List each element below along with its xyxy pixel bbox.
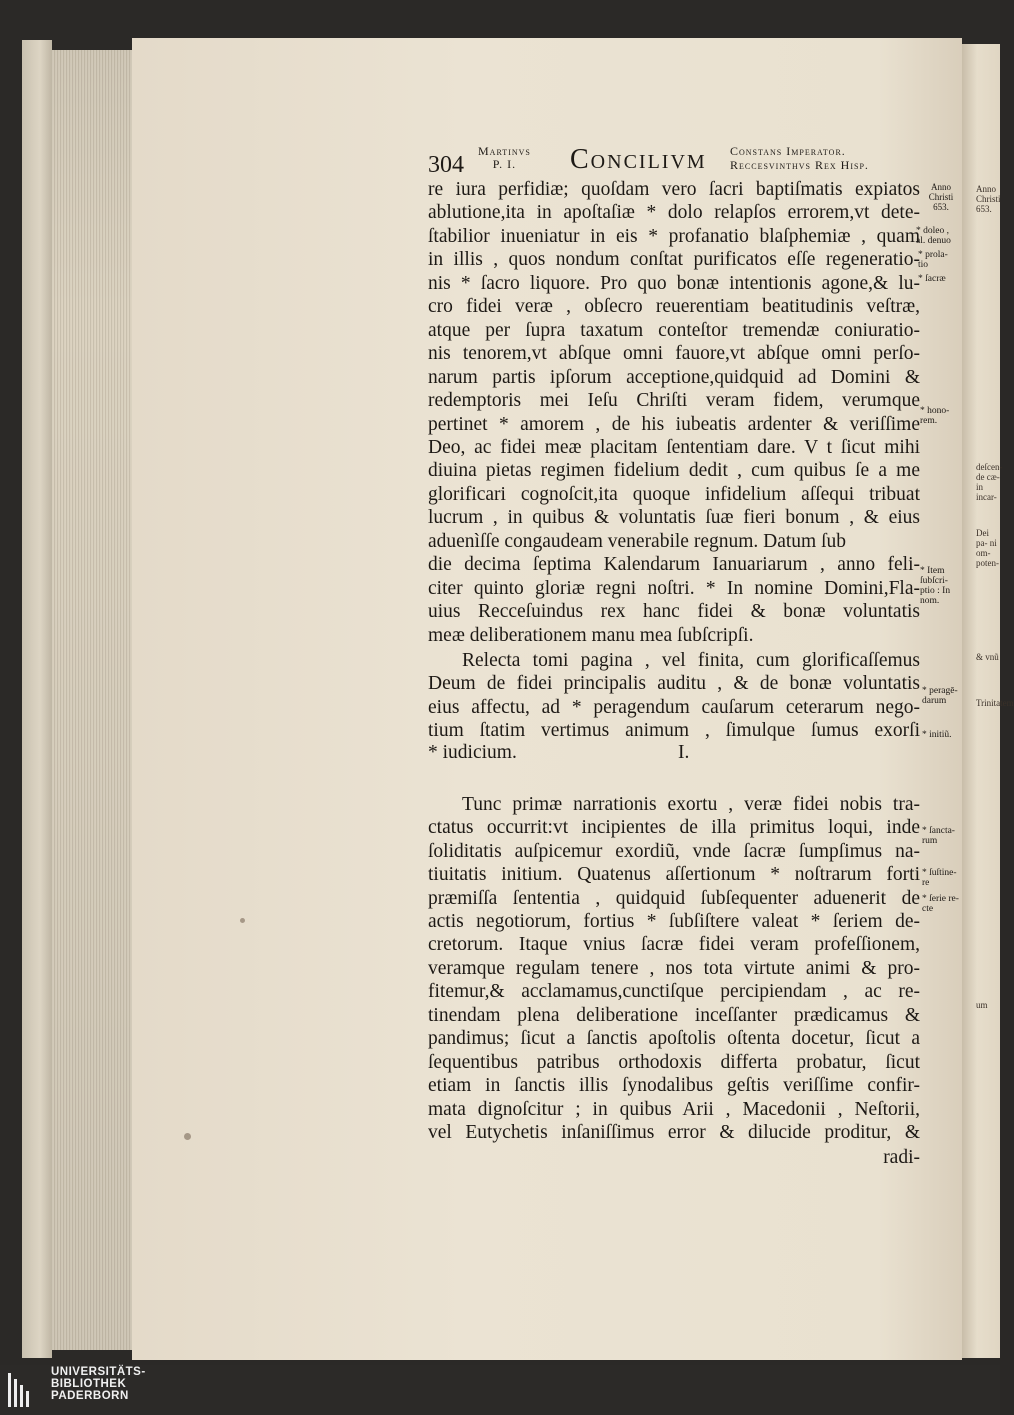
text-line: præmiſſa ſententia , quidquid ſubſequenter aduenerit de: [428, 887, 920, 909]
text-line: etiam in ſanctis illis ſynodalibus geſtis veriſſime confir-: [428, 1075, 920, 1097]
margin-note: * initiũ.: [922, 730, 952, 740]
text-line: narum partis ipſorum acceptione,quidquid ad Domini &: [428, 366, 920, 388]
text-line: cro fidei veræ , obſecro reuerentiam beatitudinis veſtræ,: [428, 296, 920, 318]
text-line: die decima ſeptima Kalendarum Ianuariarum , anno feli-: [428, 554, 920, 576]
text-line: actis negotiorum, fortius * ſubſiſtere valeat * ſeriem de-: [428, 910, 920, 932]
text-line: cretorum. Itaque vnius ſacræ fidei veram profeſſionem,: [428, 934, 920, 956]
text-line: aduenìſſe congaudeam venerabile regnum. Datum ſub: [428, 530, 847, 552]
margin-note: * Item ſubſcri- ptio : In nom.: [920, 566, 951, 606]
text-line: radi-: [883, 1147, 920, 1168]
running-header: [428, 142, 948, 178]
facing-page-edge: [962, 44, 1014, 1358]
margin-note: * peragē- darum: [922, 686, 958, 706]
paper-spot: [184, 1133, 191, 1140]
text-line: ſequentibus patribus orthodoxis differta probatur, ſicut: [428, 1051, 920, 1073]
text-line: glorificari cognoſcit,ita quoque infidelium aſſequi tribuat: [428, 483, 920, 505]
header-pope: [478, 145, 531, 171]
text-line: nis tenorem,vt abſque omni fauore,vt abſque omni perſo-: [428, 343, 920, 365]
page-number: 304: [428, 152, 464, 178]
facing-page-fragment: & vnũ: [976, 652, 999, 662]
text-line: tinendam plena deliberatione inceſſanter prædicamus &: [428, 1004, 920, 1026]
text-line: ſoliditatis auſpicemur exordiũ, vnde ſacræ ſumpſimus na-: [428, 840, 920, 862]
text-line: meæ deliberationem manu mea ſubſcripſi.: [428, 624, 754, 646]
text-line: I.: [678, 742, 690, 764]
text-line: redemptoris mei Ieſu Chriſti veram fidem, verumque: [428, 390, 920, 412]
text-line: eius affectu, ad * peragendum cauſarum ceterarum nego-: [428, 696, 920, 718]
margin-note: * ſuſtine- re: [922, 868, 957, 888]
facing-page-fragment: um: [976, 1000, 988, 1010]
text-line: diuina pietas regimen fidelium dedit , cum quibus ſe a me: [428, 460, 920, 482]
text-line: pertinet * amorem , de his iubeatis ardenter & veriſſime: [428, 413, 920, 435]
header-emperor: Constans Imperator.: [730, 144, 846, 158]
text-line: Deo, ac fidei meæ placitam ſententiam dare. V t ſicut mihi: [428, 436, 920, 458]
library-footer: [0, 1365, 1000, 1415]
text-line: tium ſtatim vertimus animum , ſimulque ſumus exorſi: [428, 720, 920, 742]
text-line: atque per ſupra taxatum conteſtor tremendæ coniuratio-: [428, 319, 920, 341]
text-line: pandimus; ſicut a ſanctis apoſtolis oſtenta docetur, ſicut a: [428, 1028, 920, 1050]
text-line: nis * ſacro liquore. Pro quo bonæ intentionis agone,& lu-: [428, 272, 920, 294]
text-line: uius Recceſuindus rex hanc fidei & bonæ voluntatis: [428, 601, 920, 623]
text-line: in illis , quos nondum conſtat purificatos eſſe regeneratio-: [428, 249, 920, 271]
text-line: citer quinto gloriæ regni noſtri. * In nomine Domini,Fla-: [428, 577, 920, 599]
header-king: Reccesvinthvs Rex Hisp.: [730, 158, 869, 172]
library-logo-icon: [8, 1373, 30, 1407]
text-line: veramque regulam tenere , nos tota virtute animi & pro-: [428, 957, 920, 979]
text-line: mata dignoſcitur ; in quibus Arii , Macedonii , Neſtorii,: [428, 1098, 920, 1120]
margin-note: * prola- tio: [918, 250, 948, 270]
header-title: Concilivm: [570, 144, 707, 175]
header-pope-number: P. I.: [492, 157, 517, 171]
header-pope-name: Martinvs: [478, 144, 531, 158]
facing-page-fragment: Trinitatem: [976, 698, 1014, 708]
page-stack-edge: [52, 50, 132, 1350]
facing-page-fragment: Anno Christi 653.: [976, 184, 1001, 214]
margin-note: * ſacræ: [918, 274, 946, 284]
library-name: [51, 1366, 146, 1402]
text-line: * iudicium.: [428, 742, 517, 764]
library-name-line: PADERBORN: [51, 1390, 129, 1402]
text-line: Tunc primæ narrationis exortu , veræ fidei nobis tra-: [462, 793, 920, 815]
text-line: vel Eutychetis inſaniſſimus error & dilucide proditur, &: [428, 1122, 920, 1143]
text-line: ſtabilior inueniatur in eis * profanatio blaſphemiæ , quam: [428, 225, 920, 247]
text-line: ctatus occurrit:vt incipientes de illa primitus loqui, inde: [428, 817, 920, 839]
text-line: ablutione,ita in apoſtaſiæ * dolo relapſos errorem,vt dete-: [428, 202, 920, 224]
text-line: Deum de fidei principalis auditu , & de bonæ voluntatis: [428, 673, 920, 695]
margin-note: * hono- rem.: [920, 406, 950, 426]
paper-spot: [240, 918, 245, 923]
library-name-line: BIBLIOTHEK: [51, 1378, 127, 1390]
facing-page-fragment: deſcen- de cæ- in incar-: [976, 462, 1003, 502]
text-line: lucrum , in quibus & voluntatis ſuæ fieri bonum , & eius: [428, 507, 920, 529]
text-line: Relecta tomi pagina , vel finita, cum glorificaſſemus: [462, 650, 920, 671]
margin-note: * ſerie re- cte: [922, 894, 959, 914]
text-line: fitemur,& acclamamus,cunctiſque percipiendam , ac re-: [428, 981, 920, 1003]
facing-page-fragment: Dei pa- ni om- poten-: [976, 528, 999, 568]
header-rulers: [730, 144, 869, 172]
text-line: tiuitatis initium. Quatenus aſſertionum * noſtrarum forti: [428, 864, 920, 886]
book-cover-edge: [22, 40, 52, 1358]
library-name-line: UNIVERSITÄTS-: [51, 1366, 146, 1378]
margin-year: Anno Christi 653.: [928, 182, 954, 212]
margin-note: * ſancta- rum: [922, 826, 955, 846]
text-line: re iura perfidiæ; quoſdam vero ſacri baptiſmatis expiatos: [428, 179, 920, 200]
margin-note: * doleo , al. denuo: [916, 226, 951, 246]
